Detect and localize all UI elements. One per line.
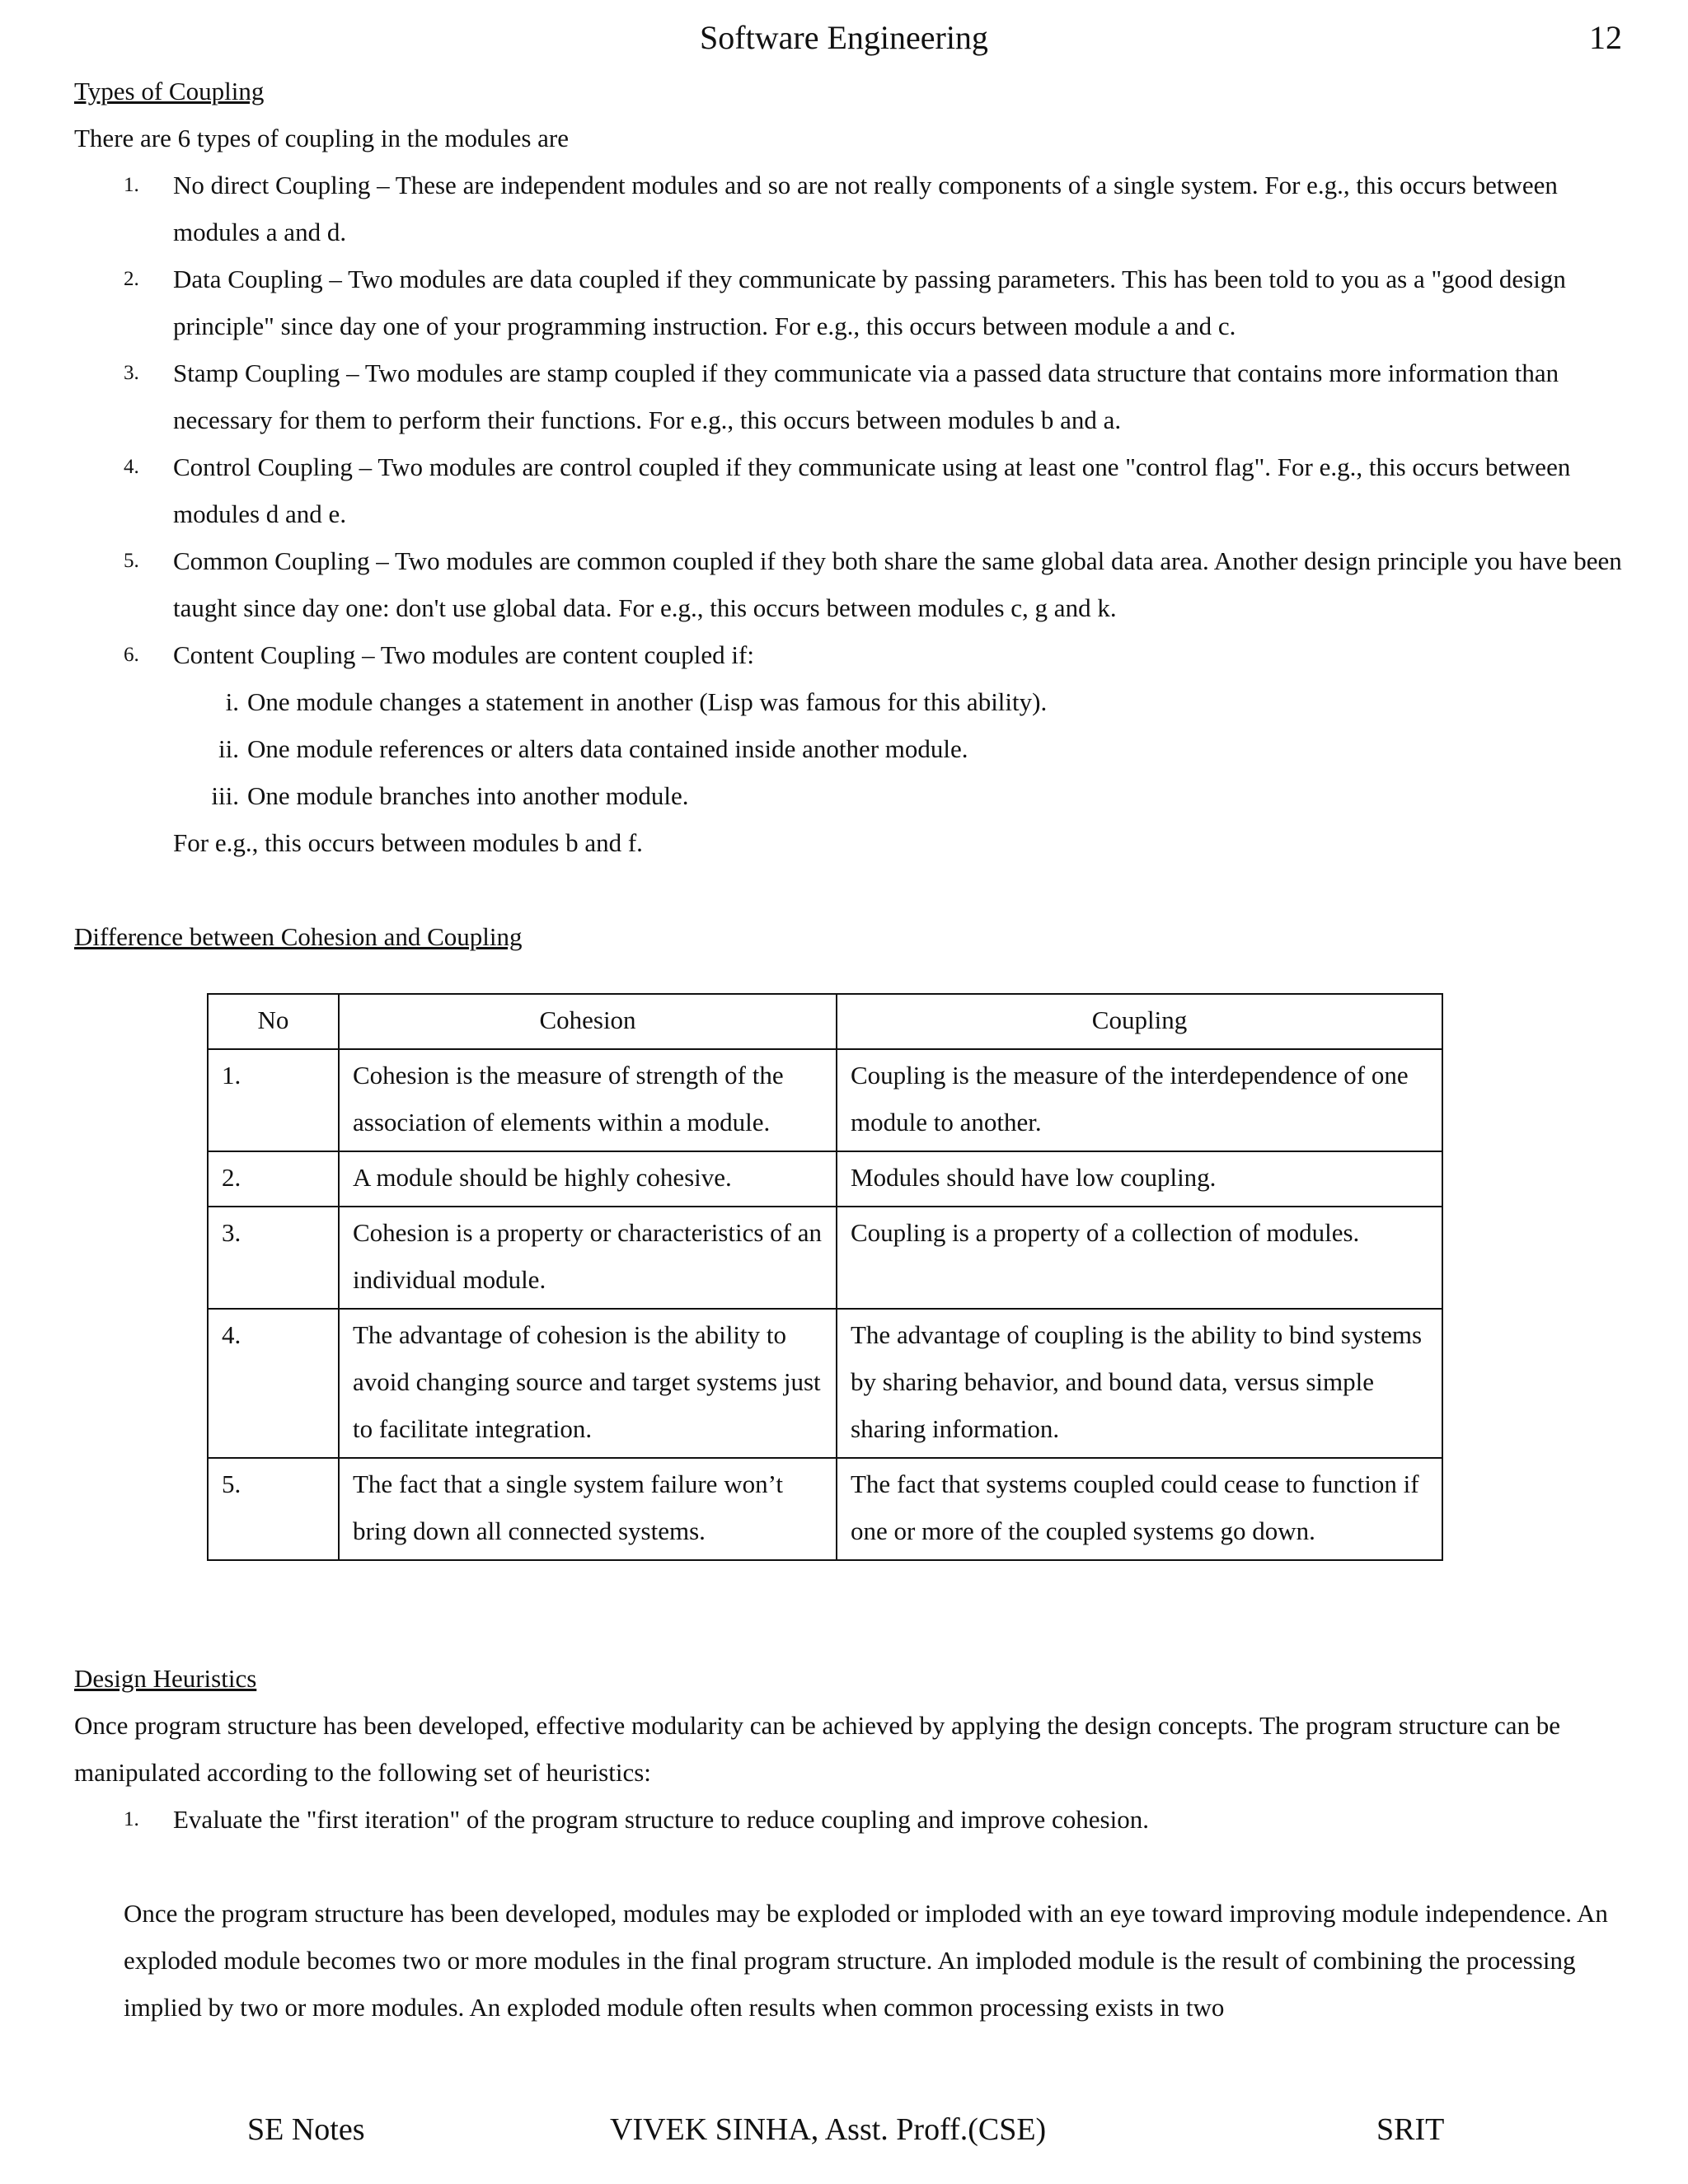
sub-list-item-number: i. (225, 687, 239, 716)
table-header-cell: Cohesion (339, 994, 837, 1049)
table-row (208, 1207, 1442, 1309)
sub-list-item (74, 772, 1624, 819)
spacer (74, 866, 1624, 913)
list-item (74, 537, 1624, 631)
list-item-number: 3. (124, 362, 139, 384)
table-cell: Cohesion is the measure of strength of the association of elements within a module. (339, 1049, 837, 1151)
list-item-number: 1. (124, 174, 139, 196)
list-item (74, 1796, 1624, 1843)
header-title: Software Engineering (700, 19, 988, 56)
heuristics-intro: Once program structure has been developed, effective modularity can be achieved by applying the design concepts. The program structure can be manipulated according to the following set of heuristics: (74, 1711, 1561, 1787)
list-item (74, 349, 1624, 443)
table-cell: 4. (208, 1309, 339, 1458)
list-item-text: Stamp Coupling – Two modules are stamp coupled if they communicate via a passed data structure that contains more information than necessary for them to perform their functions. For e.g., this occurs between modules b and a. (173, 359, 1559, 434)
table-cell: The fact that systems coupled could cease to function if one or more of the coupled systems go down. (837, 1458, 1442, 1560)
sub-list-item-text: One module branches into another module. (247, 781, 689, 810)
list-item (74, 162, 1624, 255)
list-item (74, 631, 1624, 678)
list-item-number: 1. (124, 1808, 139, 1830)
sub-list-item (74, 678, 1624, 725)
heuristics-heading: Design Heuristics (74, 1664, 257, 1693)
sub-list-item (74, 725, 1624, 772)
content-coupling-example: For e.g., this occurs between modules b and f. (173, 828, 643, 857)
table-header-cell: No (208, 994, 339, 1049)
footer-left: SE Notes (247, 2112, 365, 2147)
list-item-text: Data Coupling – Two modules are data coupled if they communicate by passing parameters. This has been told to you as a "good design principle" since day one of your programming instruction. For e.g., this occurs between module a and c. (173, 265, 1566, 340)
sub-list-item-text: One module changes a statement in another (Lisp was famous for this ability). (247, 687, 1048, 716)
sub-list-item-text: One module references or alters data contained inside another module. (247, 734, 968, 763)
table-row (208, 1458, 1442, 1560)
list-item-text: Evaluate the "first iteration" of the program structure to reduce coupling and improve cohesion. (173, 1805, 1149, 1834)
list-item (74, 255, 1624, 349)
heuristics-paragraph: Once the program structure has been developed, modules may be exploded or imploded with an eye toward improving module independence. An exploded module becomes two or more modules in the final program structure. An imploded module is the result of combining the processing implied by two or more modules. An exploded module often results when common processing exists in two (124, 1899, 1608, 2022)
sub-list-item-number: ii. (218, 734, 239, 763)
coupling-list (74, 162, 1624, 678)
footer-right: SRIT (1376, 2112, 1445, 2147)
table-cell: The fact that a single system failure won’t bring down all connected systems. (339, 1458, 837, 1560)
list-item-text: Control Coupling – Two modules are control coupled if they communicate using at least one "control flag". For e.g., this occurs between modules d and e. (173, 452, 1571, 528)
table-header-row (208, 994, 1442, 1049)
sub-list-item-number: iii. (211, 781, 239, 810)
difference-heading: Difference between Cohesion and Coupling (74, 922, 523, 951)
coupling-heading: Types of Coupling (74, 77, 265, 105)
table-cell: Modules should have low coupling. (837, 1151, 1442, 1207)
coupling-intro: There are 6 types of coupling in the modules are (74, 124, 569, 152)
table-cell: 2. (208, 1151, 339, 1207)
table-row (208, 1309, 1442, 1458)
content-coupling-sublist (74, 678, 1624, 819)
list-item (74, 443, 1624, 537)
cohesion-coupling-table (207, 993, 1443, 1561)
list-item-text: Common Coupling – Two modules are common coupled if they both share the same global data area. Another design principle you have been taught since day one: don't use global data. For e.g., this occurs between modules c, g and k. (173, 546, 1622, 622)
table-cell: The advantage of coupling is the ability to bind systems by sharing behavior, and bound data, versus simple sharing information. (837, 1309, 1442, 1458)
spacer (74, 1561, 1624, 1608)
list-item-number: 6. (124, 644, 139, 666)
table-cell: A module should be highly cohesive. (339, 1151, 837, 1207)
list-item-text: No direct Coupling – These are independent modules and so are not really components of a single system. For e.g., this occurs between modules a and d. (173, 171, 1558, 246)
list-item-text: Content Coupling – Two modules are content coupled if: (173, 640, 754, 669)
table-header-cell: Coupling (837, 994, 1442, 1049)
table-cell: Cohesion is a property or characteristics of an individual module. (339, 1207, 837, 1309)
footer-center: VIVEK SINHA, Asst. Proff.(CSE) (610, 2112, 1047, 2147)
table-cell: The advantage of cohesion is the ability to avoid changing source and target systems just to facilitate integration. (339, 1309, 837, 1458)
table-cell: 1. (208, 1049, 339, 1151)
table-cell: Coupling is the measure of the interdependence of one module to another. (837, 1049, 1442, 1151)
page-content (74, 68, 1624, 2031)
heuristics-list (74, 1796, 1624, 1843)
spacer (74, 1843, 1624, 1890)
table-row (208, 1151, 1442, 1207)
spacer (74, 1608, 1624, 1655)
table-cell: 5. (208, 1458, 339, 1560)
table-row (208, 1049, 1442, 1151)
page-number: 12 (1589, 19, 1622, 56)
table-cell: Coupling is a property of a collection of modules. (837, 1207, 1442, 1309)
table-cell: 3. (208, 1207, 339, 1309)
list-item-number: 4. (124, 456, 139, 478)
list-item-number: 2. (124, 268, 139, 290)
list-item-number: 5. (124, 550, 139, 572)
